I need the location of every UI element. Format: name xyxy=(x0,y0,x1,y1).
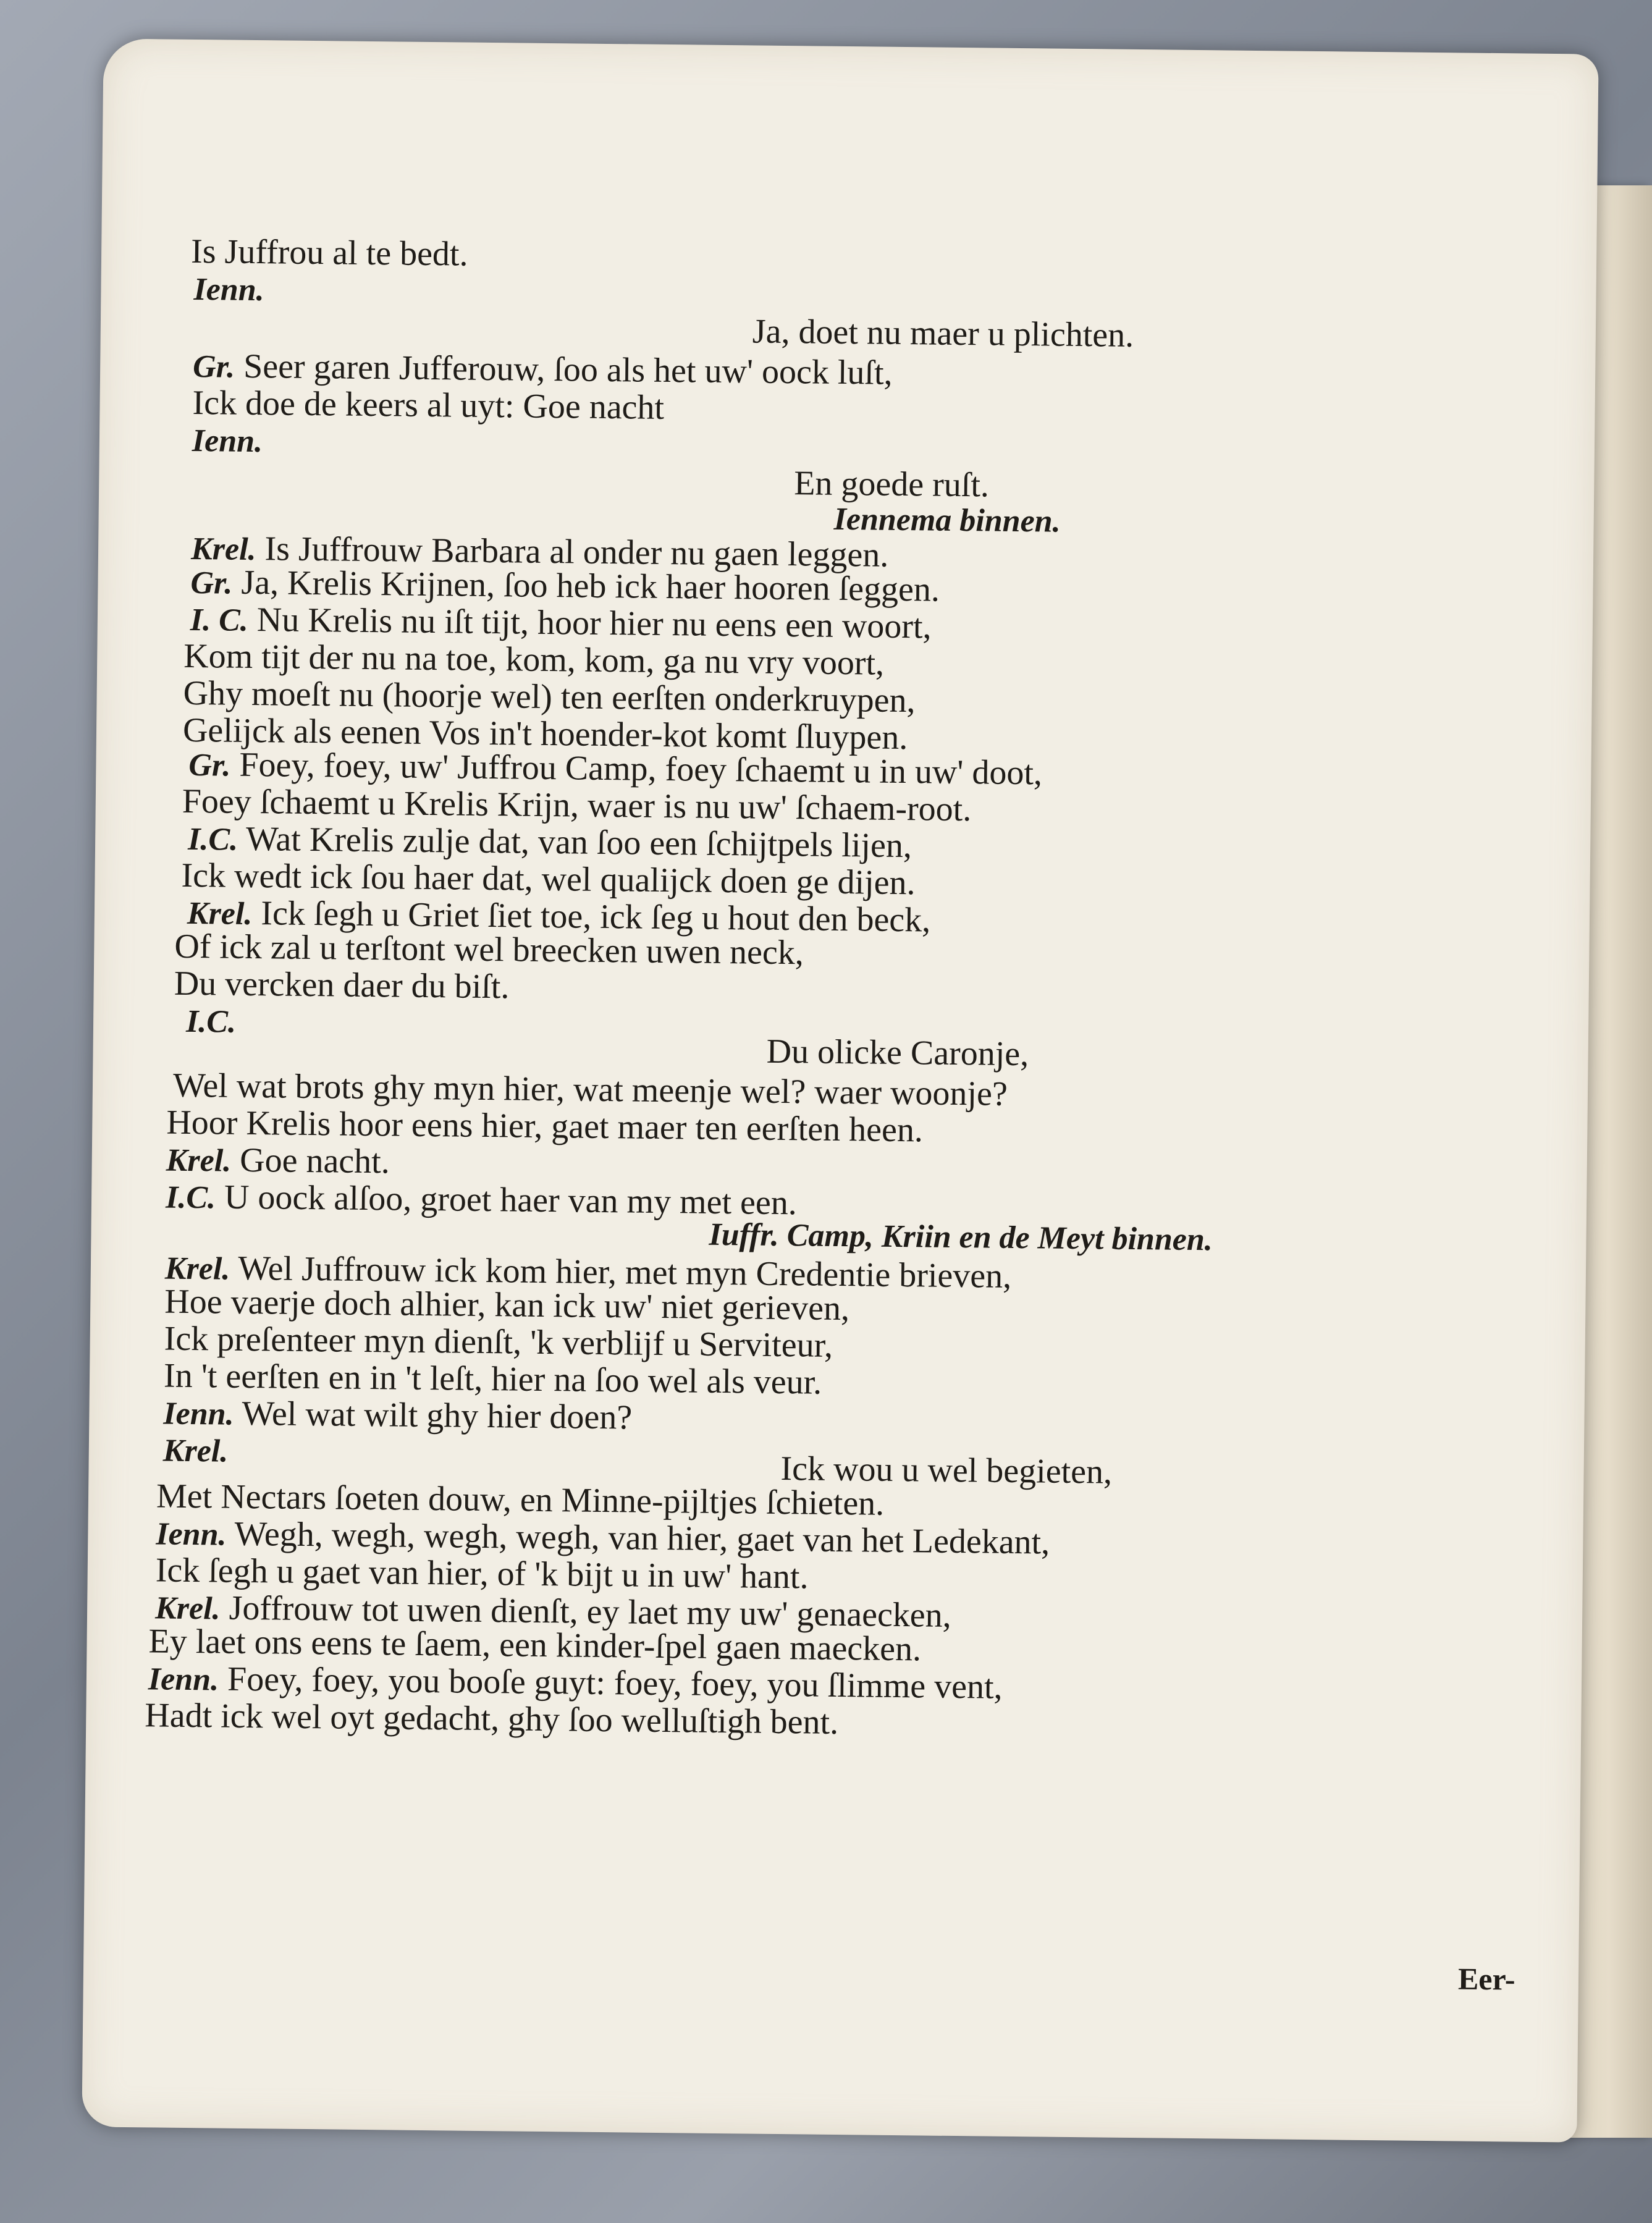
book-page xyxy=(82,38,1598,2142)
speaker-name: Ienn. xyxy=(148,1661,219,1698)
line-text: Of ick zal u terſtont wel breecken uwen neck, xyxy=(174,927,804,972)
line-text: U oock alſoo, groet haer van my met een. xyxy=(215,1178,798,1223)
line-text: Ey laet ons eens te ſaem, een kinder-ſpel gaen maecken. xyxy=(148,1622,922,1669)
line-text: Seer garen Jufferouw, ſoo als het uw' oock luſt, xyxy=(234,347,893,392)
verse-line xyxy=(192,383,665,427)
line-text: Foey, foey, uw' Juffrou Camp, foey ſchaemt u in uw' doot, xyxy=(230,745,1043,793)
line-text: Du vercken daer du biſt. xyxy=(174,964,510,1006)
line-text: Ja, doet nu maer u plichten. xyxy=(752,312,1134,355)
speaker-name: Krel. xyxy=(162,1433,229,1469)
speaker-name: Krel. xyxy=(187,895,253,932)
verse-line xyxy=(163,1396,632,1435)
verse-line xyxy=(766,1032,1029,1074)
line-text: Wat Krelis zulje dat, van ſoo een ſchijtpels lijen, xyxy=(237,819,912,866)
line-text: Wel wat wilt ghy hier doen? xyxy=(234,1394,633,1437)
verse-line xyxy=(191,234,468,272)
speaker-name: I. C. xyxy=(190,602,249,638)
verse-line xyxy=(155,1551,809,1597)
speaker-name: Ienn. xyxy=(156,1516,227,1553)
verse-line xyxy=(793,464,990,505)
line-text: Gelijck als eenen Vos in't hoender-kot komt ſluypen. xyxy=(182,711,908,757)
stage-direction: Iuffr. Camp, Kriin en de Meyt binnen. xyxy=(709,1217,1213,1258)
speaker-name: Krel. xyxy=(166,1142,232,1179)
line-text: Foey, foey, you booſe guyt: foey, foey, you ſlimme vent, xyxy=(218,1660,1003,1706)
line-text: Joffrouw tot uwen dienſt, ey laet my uw' genaecken, xyxy=(220,1588,952,1635)
line-text: Ick wedt ick ſou haer dat, wel qualijck doen ge dijen. xyxy=(181,856,916,903)
line-text: Ick ſegh u gaet van hier, of 'k bijt u in uw' hant. xyxy=(155,1551,809,1597)
line-text: Met Nectars ſoeten douw, en Minne-pijltjes ſchieten. xyxy=(156,1477,885,1523)
speaker-name: I.C. xyxy=(165,1179,216,1216)
line-text: Is Juffrouw Barbara al onder nu gaen leggen. xyxy=(256,529,889,575)
line-text: Wel Juffrouw ick kom hier, met myn Credentie brieven, xyxy=(230,1249,1012,1296)
speaker-name: Krel. xyxy=(190,531,256,568)
line-text: Foey ſchaemt u Krelis Krijn, waer is nu uw' ſchaem-root. xyxy=(182,782,972,829)
speaker-name: Ienn. xyxy=(192,423,263,460)
line-text: Hoe vaerje doch alhier, kan ick uw' niet gerieven, xyxy=(164,1282,850,1328)
line-text: Ick ſegh u Griet ſiet toe, ick ſeg u hout den beck, xyxy=(252,894,931,940)
verse-line xyxy=(164,1319,833,1365)
line-text: Hoor Krelis hoor eens hier, gaet maer ten eerſten heen. xyxy=(166,1103,924,1150)
speaker-name: I.C. xyxy=(185,1003,237,1040)
speaker-name: Ienn. xyxy=(193,271,264,308)
line-text: En goede ruſt. xyxy=(793,464,990,505)
speaker-name: Gr. xyxy=(190,565,233,601)
line-text: Ja, Krelis Krijnen, ſoo heb ick haer hooren ſeggen. xyxy=(232,563,940,609)
speaker-name: I.C. xyxy=(187,821,238,858)
verse-line xyxy=(186,1003,237,1039)
speaker-name: Ienn. xyxy=(163,1396,234,1432)
line-text: Ick preſenteer myn dienſt, 'k verblijf u Serviteur, xyxy=(164,1319,833,1365)
verse-line xyxy=(145,1698,838,1740)
verse-line xyxy=(164,1284,849,1327)
line-text: Hadt ick wel oyt gedacht, ghy ſoo welluſtigh bent. xyxy=(145,1696,839,1742)
line-text: Ghy moeſt nu (hoorje wel) ten eerſten onderkruypen, xyxy=(183,673,916,720)
speaker-name: Gr. xyxy=(188,747,231,783)
line-text: Wel wat brots ghy myn hier, wat meenje wel? waer woonje? xyxy=(172,1066,1008,1113)
line-text: Goe nacht. xyxy=(230,1141,390,1181)
line-text: Du olicke Caronje, xyxy=(766,1032,1029,1074)
line-text: Ick wou u wel begieten, xyxy=(780,1449,1113,1491)
line-text: Is Juffrou al te bedt. xyxy=(190,232,468,274)
line-text: Wegh, wegh, wegh, wegh, van hier, gaet van het Ledekant, xyxy=(226,1514,1050,1562)
speaker-name: Krel. xyxy=(164,1251,230,1287)
verse-line xyxy=(163,1356,822,1402)
verse-line xyxy=(193,271,264,306)
verse-line xyxy=(166,1179,797,1221)
speaker-name: Krel. xyxy=(154,1590,221,1627)
stage-direction: Iennema binnen. xyxy=(833,501,1061,539)
line-text: Kom tijt der nu na toe, kom, kom, ga nu vry voort, xyxy=(183,636,885,683)
verse-line xyxy=(163,1433,229,1468)
catchword: Eer- xyxy=(1457,1961,1515,1997)
line-text: Ick doe de keers al uyt: Goe nacht xyxy=(192,383,665,427)
verse-line xyxy=(183,636,885,683)
verse-line xyxy=(193,348,893,390)
verse-line xyxy=(174,929,804,971)
verse-line xyxy=(166,1142,390,1179)
line-text: In 't eerſten en in 't leſt, hier na ſoo wel als veur. xyxy=(163,1356,822,1402)
verse-line xyxy=(192,423,263,458)
verse-line xyxy=(752,312,1134,355)
line-text: Nu Krelis nu iſt tijt, hoor hier nu eens een woort, xyxy=(248,600,932,646)
verse-line xyxy=(174,966,509,1005)
speaker-name: Gr. xyxy=(192,348,235,385)
